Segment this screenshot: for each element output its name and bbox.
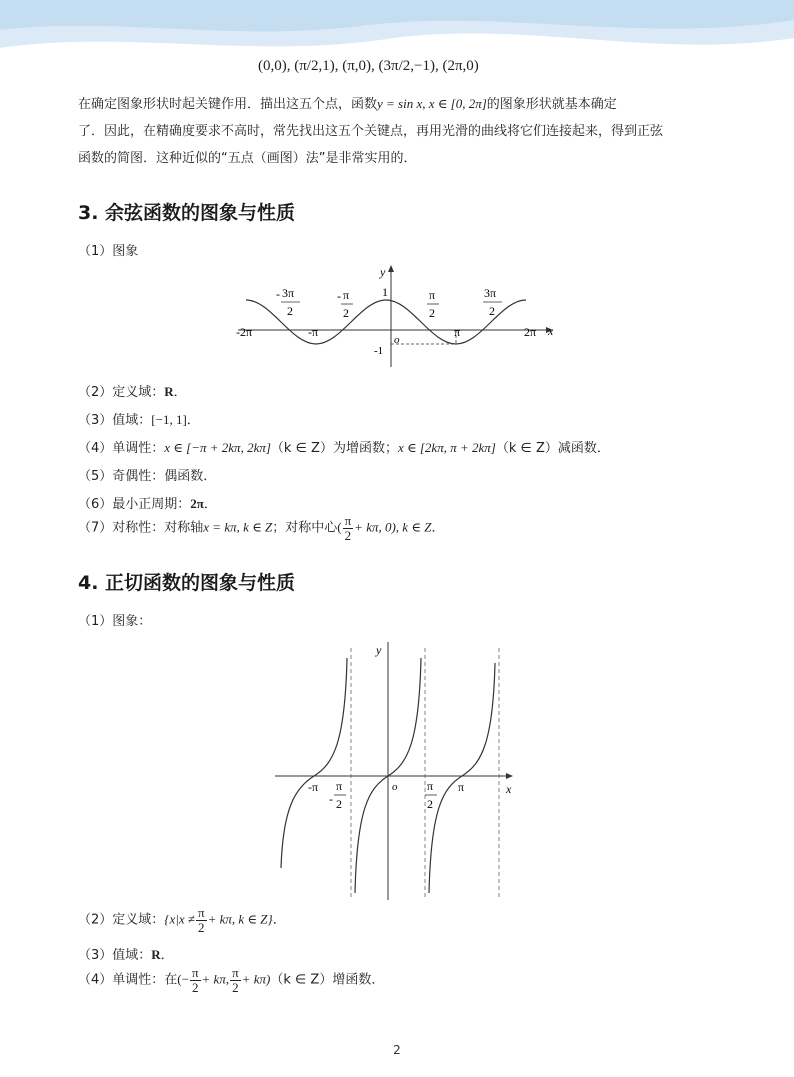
tan-mono-frac2: $\frac{\pi}{2}$ [232,965,239,995]
cos-sym-frac: $\frac{\pi}{2}$ [344,513,352,543]
cosine-label-2pi: 2π [524,325,537,339]
tan-range-label: （3）值域： [78,948,152,963]
cos-mono-inc-set: x ∈ [−π + 2kπ, 2kπ] [164,440,271,455]
svg-text:-: - [337,289,341,303]
cos-monotonicity [78,437,610,456]
intro-line1-text: 在确定图象形状时起关键作用．描出这五个点，函数 [78,97,378,112]
cosine-origin: o [394,334,400,346]
svg-text:π: π [343,288,350,302]
cos-range-label: （3）值域： [78,413,152,428]
tan-label-neg-pi-2 [329,779,346,811]
svg-text:π: π [427,779,434,793]
tan-mono-frac1: $\frac{\pi}{2}$ [191,965,199,995]
cosine-label-neg-3pi-2 [276,286,300,318]
tan-label-pi: π [458,780,465,794]
cosine-label-neg2pi: -2π [236,325,253,339]
intro-paragraph [78,90,718,172]
tan-mono-b: + kπ, [201,971,230,987]
cos-sym-label: （7）对称性：对称轴 [78,520,204,536]
cos-mono-dec-text: 减函数． [557,441,610,456]
cosine-y-label: y [380,265,386,279]
tan-mono-text: 增函数． [332,972,385,988]
svg-text:3π: 3π [282,286,295,300]
tan-mono-label: （4）单调性：在 [78,972,178,988]
tan-label-negpi: -π [308,780,319,794]
intro-line3: 函数的简图．这种近似的“五点（画图）法”是非常实用的． [78,151,417,166]
svg-text:2: 2 [336,797,342,811]
tan-label-pi-2 [425,779,437,811]
cos-symmetry: （7）对称性：对称轴x = kπ, k ∈ Z；对称中心( $\frac{\pi}{2}$ + kπ, 0), k ∈ Z． [78,513,445,543]
svg-text:-: - [276,287,280,301]
cos-parity-label: （5）奇偶性： [78,469,165,484]
tan-mono-c: + kπ) [241,971,271,987]
cosine-y-arrow [388,265,394,272]
tan-range-value: R [151,947,161,962]
cos-period-value: 2π [190,496,204,511]
tan-domain-frac: $\frac{\pi}{2}$ [197,905,205,935]
tan-range: （3）值域：R． [78,947,174,963]
cosine-label-one: 1 [382,285,388,299]
section3-image-label: （1）图象 [78,244,139,259]
tangent-graph [270,638,520,903]
cos-mono-dec-set: x ∈ [2kπ, π + 2kπ] [397,440,496,455]
svg-text:2: 2 [429,306,435,320]
cos-range: （3）值域：[−1, 1]． [78,412,200,428]
svg-text:2: 2 [427,797,433,811]
svg-text:2: 2 [489,304,495,318]
intro-line1-text-end: 的图象形状就基本确定 [486,97,617,112]
section3-title: 3. 余弦函数的图象与性质 [78,202,296,224]
cos-sym-center-rest: + kπ, 0), k ∈ Z [354,519,432,535]
cos-sym-axis: x = kπ, k ∈ Z [203,519,273,535]
tan-domain-a: {x|x ≠ [164,911,195,927]
page-number: 2 [393,1043,401,1057]
tan-domain-label: （2）定义域： [78,912,165,928]
tan-monotonicity [78,966,384,994]
cos-sym-paren: ( [337,519,342,535]
cosine-x-label: x [548,324,554,338]
svg-text:π: π [429,288,436,302]
cos-mono-k1: （k ∈ Z） [270,441,333,456]
tan-origin: o [392,781,398,793]
cos-mono-label: （4）单调性： [78,441,165,456]
five-key-points-formula: (0,0), (π/2,1), (π,0), (3π/2,−1), (2π,0) [258,58,479,74]
cosine-label-neg-one: -1 [374,345,384,357]
intro-line1-math: y = sin x, x ∈ [0, 2π] [377,96,487,111]
cos-mono-k2: （k ∈ Z） [495,441,558,456]
cos-domain-label: （2）定义域： [78,385,165,400]
cosine-graph [228,262,568,372]
svg-text:π: π [336,779,343,793]
tan-domain-b: + kπ, k ∈ Z} [207,911,273,927]
cos-period-label: （6）最小正周期： [78,497,191,512]
section4-image-label: （1）图象： [78,614,152,629]
tan-mono-k: （k ∈ Z） [270,972,333,988]
section4-title: 4. 正切函数的图象与性质 [78,572,296,594]
tan-domain: （2）定义域：{x|x ≠ $\frac{\pi}{2}$ + kπ, k ∈ Z}． [78,905,286,935]
tan-branch-right [429,663,495,893]
tan-x-arrow [506,773,513,779]
cosine-label-negpi: -π [308,325,319,339]
cosine-label-pi: π [454,325,461,339]
svg-text:3π: 3π [484,286,497,300]
cos-parity-value: 偶函数． [164,469,217,484]
svg-text:-: - [329,792,333,806]
tan-x-label: x [506,782,512,796]
tan-mono-a: (− [177,971,189,987]
tan-branch-left [281,658,347,868]
cos-range-value: [−1, 1] [151,412,187,427]
cosine-label-3pi-2 [483,286,502,318]
header-wave-decoration [0,0,794,60]
svg-text:2: 2 [287,304,293,318]
svg-text:2: 2 [343,306,349,320]
tan-y-label: y [376,643,382,657]
cos-domain-value: R [164,384,174,399]
cosine-label-pi-2 [427,288,439,320]
cos-mono-inc-text: 为增函数； [332,441,398,456]
intro-line2: 了．因此，在精确度要求不高时，常先找出这五个关键点，再用光滑的曲线将它们连接起来，得到正弦 [78,124,664,139]
cos-parity [78,465,216,484]
cos-sym-center-label: ；对称中心 [272,520,338,536]
cos-domain: （2）定义域：R． [78,384,187,400]
cos-period: （6）最小正周期：2π． [78,496,217,512]
cosine-label-neg-pi-2 [337,288,353,320]
